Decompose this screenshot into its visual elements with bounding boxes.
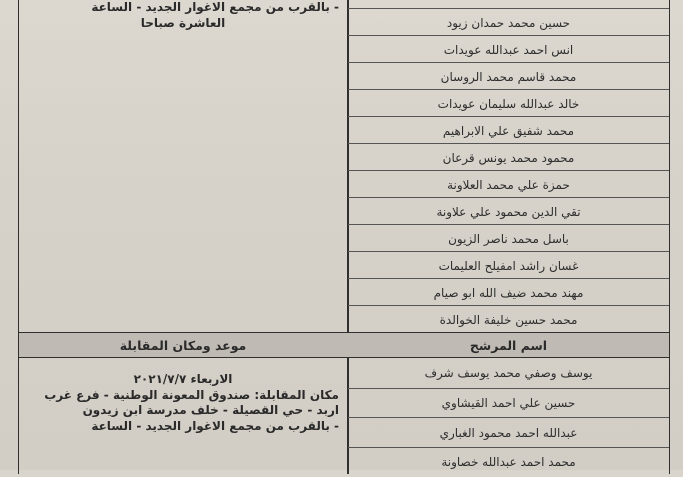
candidate-row: محمد حسين خليفة الخوالدة bbox=[348, 305, 669, 333]
candidate-row: محمد شفيق علي الابراهيم bbox=[348, 116, 669, 144]
candidate-row: حسين علي احمد القيشاوي bbox=[348, 388, 669, 419]
interview-column-header: موعد ومكان المقابلة bbox=[19, 333, 347, 357]
candidates-table bbox=[18, 0, 670, 474]
candidate-row: تقي الدين محمود علي علاونة bbox=[348, 197, 669, 225]
candidate-row: حمزة علي محمد العلاونة bbox=[348, 170, 669, 198]
bottom-interview-note bbox=[27, 372, 339, 434]
top-interview-note bbox=[27, 0, 339, 31]
table-header bbox=[19, 332, 669, 358]
candidate-row: يوسف وصفي محمد يوسف شرف bbox=[348, 358, 669, 388]
bottom-note-line-2: اربد - حي القصيلة - خلف مدرسة ابن زيدون bbox=[27, 403, 339, 419]
candidate-row: حسين محمد حمدان زيود bbox=[348, 8, 669, 36]
candidate-row: خالد عبدالله سليمان عويدات bbox=[348, 89, 669, 117]
candidate-row: عبدالله احمد محمود الغباري bbox=[348, 417, 669, 448]
candidate-row: محمد احمد عبدالله خصاونة bbox=[348, 447, 669, 477]
top-note-line-2: العاشرة صباحا bbox=[27, 16, 339, 32]
candidate-row: محمود محمد يونس قرعان bbox=[348, 143, 669, 171]
candidate-row: غسان راشد امفيلح العليمات bbox=[348, 251, 669, 279]
name-column-header: اسم المرشح bbox=[348, 333, 669, 357]
candidate-row: باسل محمد ناصر الزيون bbox=[348, 224, 669, 252]
top-note-line-1: - بالقرب من مجمع الاغوار الجديد - الساعة bbox=[27, 0, 339, 16]
candidate-row: محمد قاسم محمد الروسان bbox=[348, 62, 669, 90]
interview-date: الاربعاء ٢٠٢١/٧/٧ bbox=[27, 372, 339, 388]
bottom-note-line-3: - بالقرب من مجمع الاغوار الجديد - الساعة bbox=[27, 419, 339, 435]
candidate-row: انس احمد عبدالله عويدات bbox=[348, 35, 669, 63]
candidate-row: مهند محمد ضيف الله ابو صيام bbox=[348, 278, 669, 306]
bottom-note-line-1: مكان المقابلة: صندوق المعونة الوطنية - فرع غرب bbox=[27, 388, 339, 404]
